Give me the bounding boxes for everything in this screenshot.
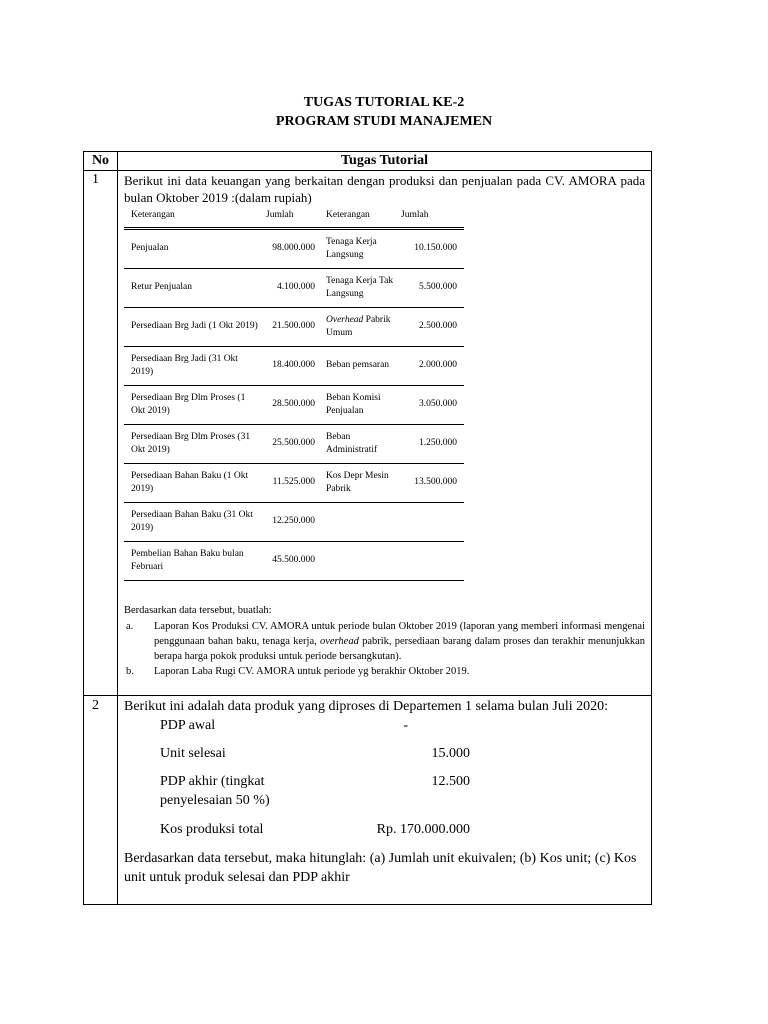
- row-amount: 45.500.000: [272, 555, 315, 566]
- document-title: TUGAS TUTORIAL KE-2: [303, 95, 465, 110]
- item-label: PDP awal: [160, 718, 216, 733]
- row-label: Beban Administratif: [326, 431, 378, 455]
- row-label: [319, 503, 401, 542]
- row-amount: 3.050.000: [419, 399, 457, 410]
- list-item: [160, 772, 470, 820]
- item-a-text-1: Laporan Kos Produksi CV. AMORA untuk periode bulan Oktober 2019 (laporan yang memberi informasi mengenai penggunaan bahan baku, tenaga kerja,: [154, 621, 645, 647]
- row-amount: [401, 503, 464, 542]
- row-amount: 11.525.000: [272, 477, 315, 488]
- row-amount: 13.500.000: [414, 477, 457, 488]
- tutorial-table: [83, 151, 652, 905]
- task-row-1: [84, 171, 652, 696]
- col-keterangan-2: Keterangan: [326, 210, 370, 220]
- task2-intro: Berikut ini adalah data produk yang diproses di Departemen 1 selama bulan Juli 2020:: [124, 699, 609, 714]
- item-value: 15.000: [431, 746, 470, 761]
- table-row: [124, 542, 464, 581]
- row-label: Persediaan Brg Jadi (31 Okt 2019): [131, 353, 238, 377]
- row-amount: 4.100.000: [277, 282, 315, 293]
- document-subtitle: PROGRAM STUDI MANAJEMEN: [275, 114, 493, 129]
- table-row: [124, 425, 464, 464]
- italic-term: Overhead: [326, 314, 364, 325]
- task-number-1: 1: [84, 171, 118, 696]
- task2-question: Berdasarkan data tersebut, maka hitunglah: (a) Jumlah unit ekuivalen; (b) Kos unit; (c) Kos unit untuk produk selesai dan PDP akhir: [124, 851, 637, 885]
- item-label: Kos produksi total: [160, 822, 264, 837]
- row-label: Kos Depr Mesin Pabrik: [326, 470, 389, 494]
- row-label: Persediaan Brg Dlm Proses (1 Okt 2019): [131, 392, 246, 416]
- table-row: [124, 229, 464, 269]
- item-label: Unit selesai: [160, 746, 226, 761]
- row-label: Beban Komisi Penjualan: [326, 392, 381, 416]
- row-label: Pembelian Bahan Baku bulan Februari: [131, 548, 244, 572]
- row-label: Persediaan Bahan Baku (31 Okt 2019): [131, 509, 253, 533]
- row-amount: 2.000.000: [419, 360, 457, 371]
- table-header-row: [84, 152, 652, 171]
- row-label: Retur Penjualan: [131, 282, 192, 293]
- instruction-list: [124, 619, 645, 679]
- row-amount: 10.150.000: [414, 243, 457, 254]
- header-task: Tugas Tutorial: [118, 152, 652, 171]
- list-marker: b.: [126, 666, 134, 677]
- row-label: Persediaan Bahan Baku (1 Okt 2019): [131, 470, 249, 494]
- task-number-2: 2: [84, 696, 118, 905]
- list-item: [160, 820, 470, 839]
- row-label: Persediaan Brg Jadi (1 Okt 2019): [131, 321, 258, 332]
- task-content-2: [118, 696, 652, 905]
- item-a-italic: overhead: [319, 636, 359, 647]
- row-label: Penjualan: [131, 243, 169, 254]
- item-b-text: Laporan Laba Rugi CV. AMORA untuk periode yg berakhir Oktober 2019.: [154, 666, 470, 677]
- list-item: [160, 744, 470, 772]
- row-label: Tenaga Kerja Tak Langsung: [326, 275, 394, 299]
- task1-intro: Berikut ini data keuangan yang berkaitan dengan produksi dan penjualan pada CV. AMORA pada bulan Oktober 2019 :(dalam rupiah): [124, 173, 645, 205]
- row-amount: [401, 542, 464, 581]
- list-marker: a.: [126, 621, 134, 632]
- task2-data-list: [160, 716, 470, 839]
- item-value: 12.500: [431, 774, 470, 789]
- item-value: -: [403, 718, 408, 733]
- row-amount: 25.500.000: [272, 438, 315, 449]
- row-label: [319, 308, 401, 347]
- row-amount: 21.500.000: [272, 321, 315, 332]
- header-no: No: [84, 152, 118, 171]
- financial-table-header: [124, 209, 464, 229]
- row-amount: 2.500.000: [419, 321, 457, 332]
- row-label: [319, 542, 401, 581]
- col-jumlah-2: Jumlah: [401, 210, 429, 220]
- row-label: Beban pemsaran: [326, 360, 390, 371]
- item-value: Rp. 170.000.000: [376, 822, 470, 837]
- table-row: [124, 386, 464, 425]
- table-row: [124, 347, 464, 386]
- list-item: [160, 716, 470, 744]
- col-keterangan-1: Keterangan: [131, 210, 175, 220]
- row-amount: 98.000.000: [272, 243, 315, 254]
- col-jumlah-1: Jumlah: [266, 210, 294, 220]
- instruction-lead: Berdasarkan data tersebut, buatlah:: [124, 605, 272, 616]
- row-label: Tenaga Kerja Langsung: [326, 236, 377, 260]
- row-amount: 28.500.000: [272, 399, 315, 410]
- table-row: [124, 308, 464, 347]
- list-item: [124, 619, 645, 664]
- row-amount: 5.500.000: [419, 282, 457, 293]
- table-row: [124, 503, 464, 542]
- task1-instructions: [118, 581, 651, 679]
- task-content-1: [118, 171, 652, 696]
- row-amount: 12.250.000: [272, 516, 315, 527]
- row-label-rest: Pabrik Umum: [326, 314, 391, 338]
- row-label: Persediaan Brg Dlm Proses (31 Okt 2019): [131, 431, 251, 455]
- table-row: [124, 464, 464, 503]
- task-row-2: [84, 696, 652, 905]
- financial-data-table: [124, 209, 464, 581]
- table-row: [124, 269, 464, 308]
- task2-body: [118, 696, 651, 887]
- row-amount: 18.400.000: [272, 360, 315, 371]
- row-amount: 1.250.000: [419, 438, 457, 449]
- item-label: PDP akhir (tingkat penyelesaian 50 %): [160, 774, 270, 808]
- item-a-text-2: pabrik, persediaan barang dalam proses dan terakhir menunjukkan berapa harga pokok produksi untuk periode bersangkutan).: [154, 636, 645, 662]
- list-item: [124, 664, 645, 679]
